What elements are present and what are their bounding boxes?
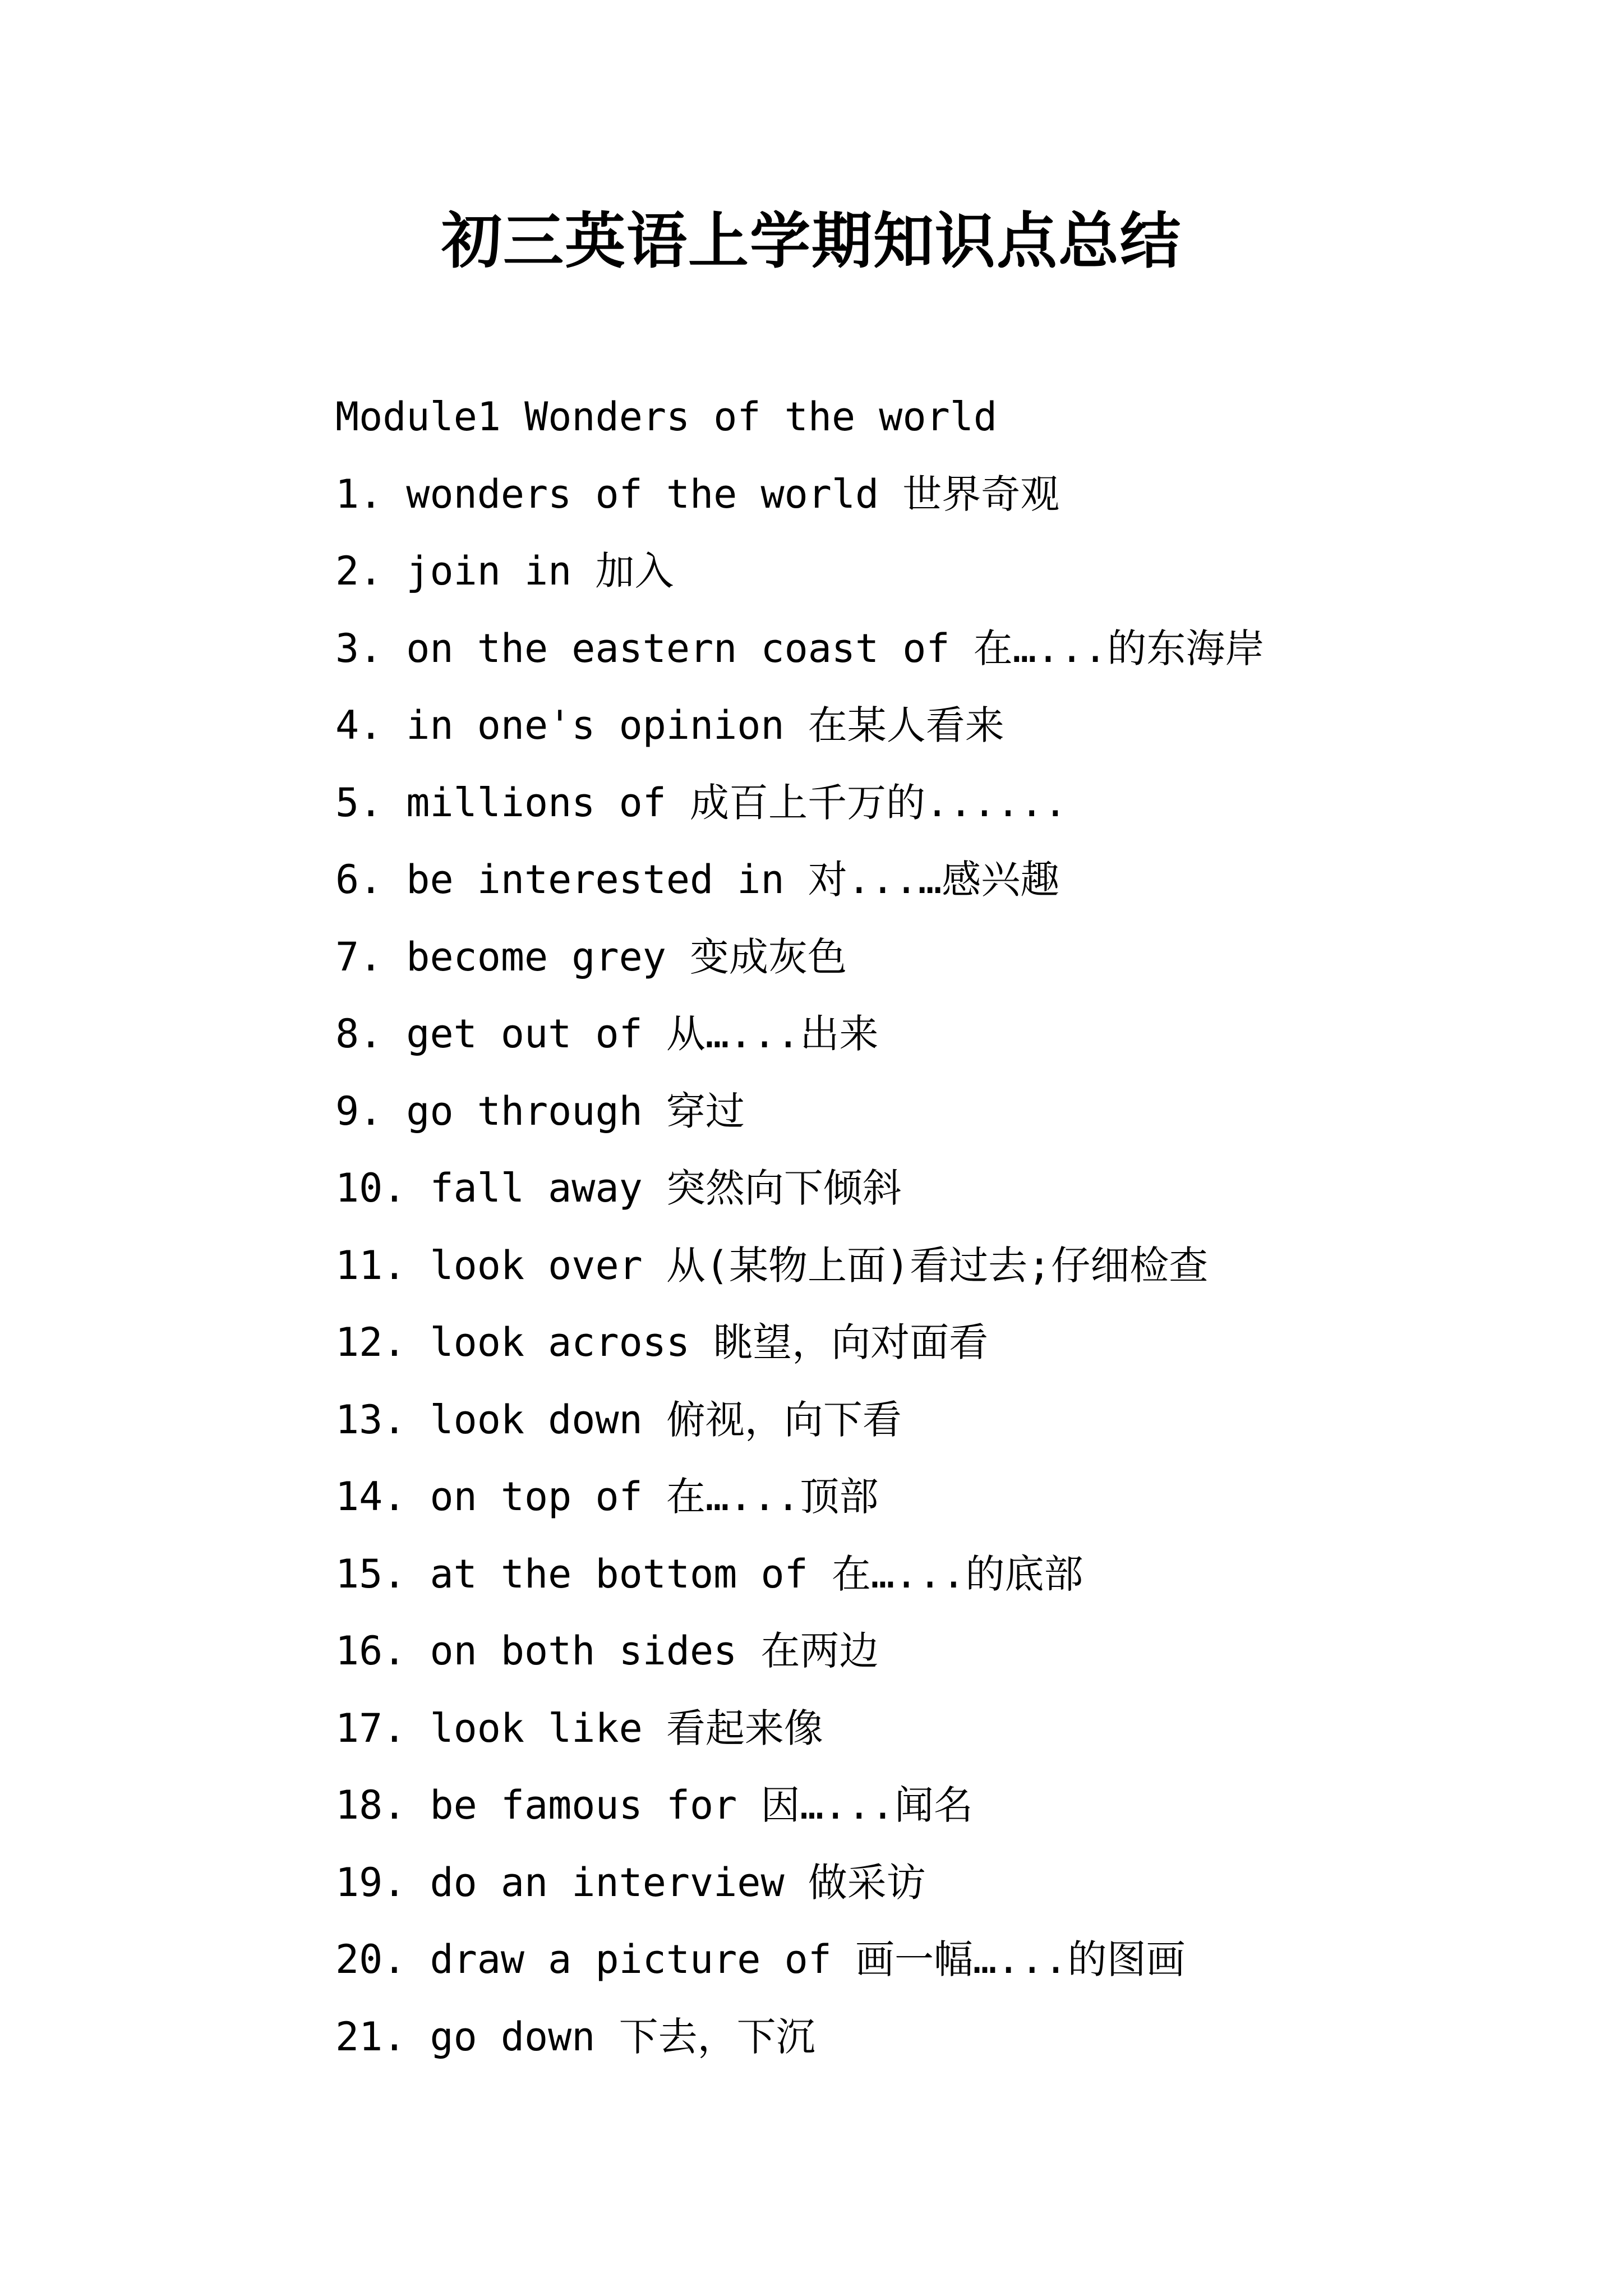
phrase-text: on the eastern coast of 在…...的东海岸 xyxy=(406,625,1265,671)
phrase-item xyxy=(335,533,1569,610)
phrase-item xyxy=(335,456,1569,533)
phrase-item xyxy=(335,1690,1569,1768)
phrase-item xyxy=(335,1999,1569,2076)
phrase-text: be interested in 对...…感兴趣 xyxy=(406,857,1060,903)
phrase-item xyxy=(335,1458,1569,1536)
phrase-text: join in 加入 xyxy=(406,548,674,594)
phrase-text: do an interview 做采访 xyxy=(430,1859,926,1906)
phrase-text: get out of 从…...出来 xyxy=(406,1011,879,1057)
phrase-number: 21. xyxy=(335,2013,407,2060)
document-body xyxy=(335,379,1569,2076)
module-heading: Module1 Wonders of the world xyxy=(335,394,998,440)
phrase-number: 15. xyxy=(335,1550,407,1597)
phrase-item xyxy=(335,610,1569,688)
phrase-text: draw a picture of 画一幅…...的图画 xyxy=(430,1936,1186,1982)
phrase-number: 13. xyxy=(335,1396,407,1443)
phrase-number: 6. xyxy=(335,857,383,903)
phrase-number: 8. xyxy=(335,1011,383,1057)
phrase-item xyxy=(335,1536,1569,1613)
phrase-number: 7. xyxy=(335,933,383,980)
phrase-item xyxy=(335,1073,1569,1151)
phrase-text: look over 从(某物上面)看过去;仔细检查 xyxy=(430,1242,1209,1289)
phrase-text: become grey 变成灰色 xyxy=(406,933,847,980)
phrase-item xyxy=(335,919,1569,996)
phrase-item xyxy=(335,1227,1569,1305)
phrase-text: be famous for 因…...闻名 xyxy=(430,1782,974,1828)
phrase-number: 19. xyxy=(335,1859,407,1906)
phrase-text: look like 看起来像 xyxy=(430,1705,823,1751)
phrase-text: look across 眺望，向对面看 xyxy=(430,1319,989,1365)
phrase-number: 4. xyxy=(335,702,383,748)
phrase-text: go through 穿过 xyxy=(406,1088,745,1134)
phrase-number: 12. xyxy=(335,1319,407,1365)
phrase-item xyxy=(335,1304,1569,1382)
phrase-text: wonders of the world 世界奇观 xyxy=(406,471,1060,517)
phrase-text: go down 下去，下沉 xyxy=(430,2013,815,2060)
phrase-item xyxy=(335,1921,1569,1999)
phrase-item xyxy=(335,1844,1569,1922)
phrase-number: 17. xyxy=(335,1705,407,1751)
phrase-item xyxy=(335,1613,1569,1690)
document-title: 初三英语上学期知识点总结 xyxy=(441,206,1182,277)
phrase-item xyxy=(335,841,1569,919)
phrase-number: 20. xyxy=(335,1936,407,1982)
phrase-text: at the bottom of 在…...的底部 xyxy=(430,1550,1083,1597)
phrase-number: 14. xyxy=(335,1474,407,1520)
phrase-number: 2. xyxy=(335,548,383,594)
phrase-number: 5. xyxy=(335,779,383,826)
phrase-number: 10. xyxy=(335,1165,407,1211)
phrase-number: 3. xyxy=(335,625,383,671)
phrase-text: fall away 突然向下倾斜 xyxy=(430,1165,902,1211)
phrase-number: 1. xyxy=(335,471,383,517)
phrase-text: on both sides 在两边 xyxy=(430,1628,879,1674)
phrase-item xyxy=(335,1382,1569,1459)
phrase-number: 18. xyxy=(335,1782,407,1828)
phrase-number: 16. xyxy=(335,1628,407,1674)
phrase-number: 9. xyxy=(335,1088,383,1134)
phrase-item xyxy=(335,687,1569,765)
phrase-number: 11. xyxy=(335,1242,407,1289)
phrase-item xyxy=(335,1767,1569,1844)
phrase-item xyxy=(335,996,1569,1073)
phrase-text: on top of 在…...顶部 xyxy=(430,1474,879,1520)
phrase-list xyxy=(335,456,1569,2076)
phrase-text: in one's opinion 在某人看来 xyxy=(406,702,1004,748)
phrase-item xyxy=(335,1150,1569,1227)
phrase-text: millions of 成百上千万的...... xyxy=(406,779,1067,826)
phrase-item xyxy=(335,765,1569,842)
phrase-text: look down 俯视，向下看 xyxy=(430,1396,902,1443)
